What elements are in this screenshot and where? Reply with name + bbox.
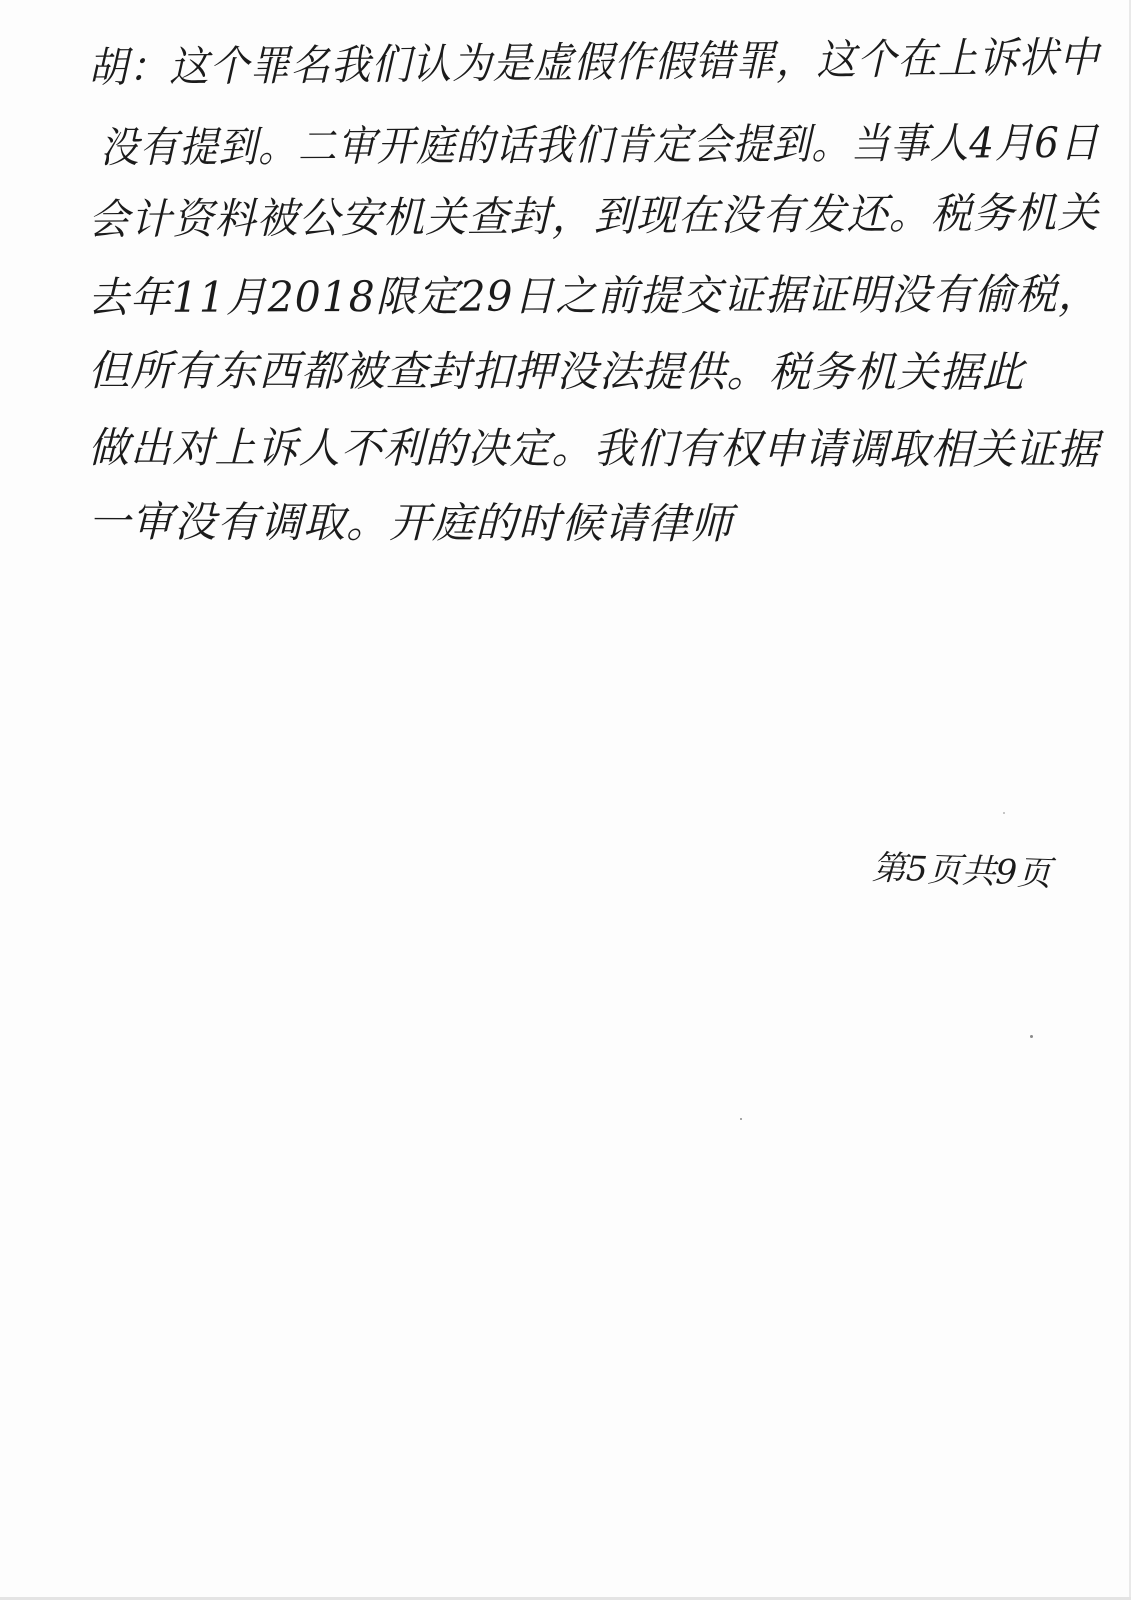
- handwritten-line-7: 一审没有调取。开庭的时候请律师: [87, 497, 734, 549]
- page-number: 第5页共9页: [871, 848, 1052, 895]
- handwritten-line-6: 做出对上诉人不利的决定。我们有权申请调取相关证据: [87, 423, 1100, 474]
- handwritten-line-2: 没有提到。二审开庭的话我们肯定会提到。当事人4月6日: [99, 117, 1100, 172]
- scan-speck: [1030, 1035, 1033, 1038]
- handwritten-line-4: 去年11月2018限定29日之前提交证据证明没有偷税，: [87, 269, 1100, 322]
- scan-speck: [1003, 812, 1005, 814]
- handwritten-line-1: 胡：这个罪名我们认为是虚假作假错罪，这个在上诉状中: [87, 32, 1100, 92]
- handwritten-line-3: 会计资料被公安机关查封，到现在没有发还。税务机关: [87, 187, 1100, 244]
- scan-speck: [740, 1118, 742, 1120]
- handwritten-line-5: 但所有东西都被查封扣押没法提供。税务机关据此: [87, 346, 1025, 397]
